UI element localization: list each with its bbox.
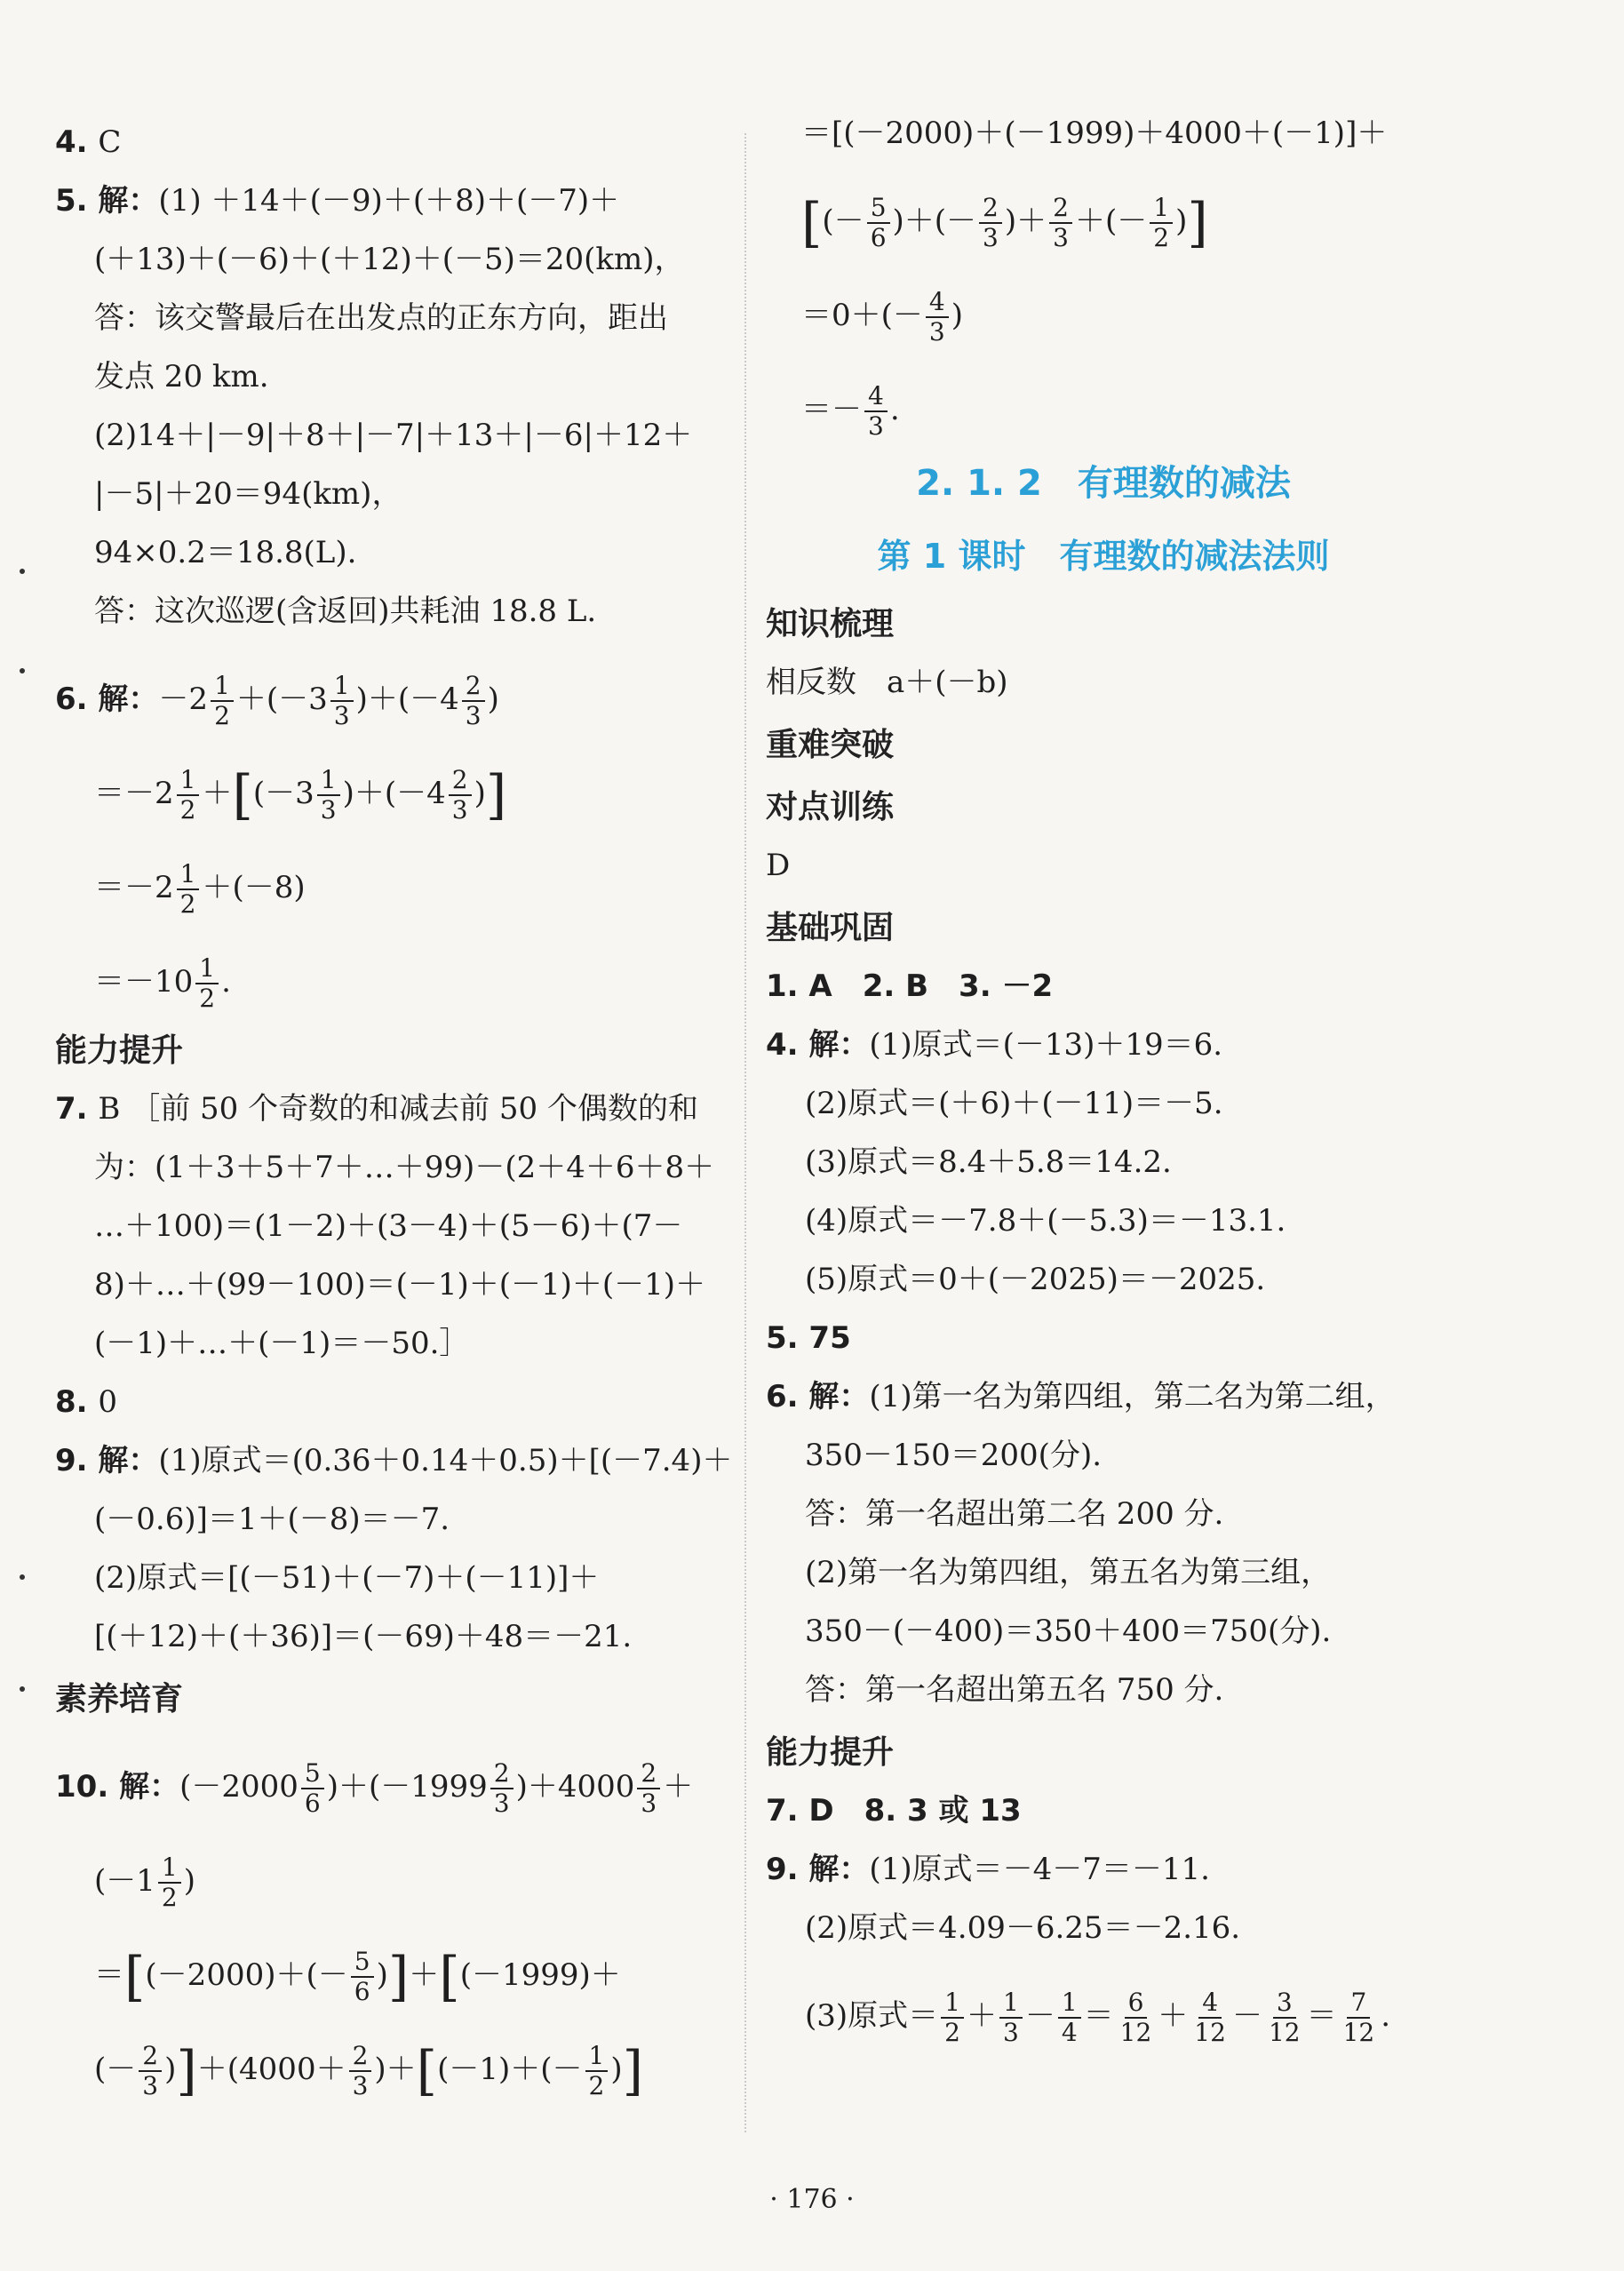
answer-6-line: 答：第一名超出第五名 750 分. — [805, 1672, 1224, 1708]
right-column — [766, 116, 1441, 2063]
section-jichu-gonggu: 基础巩固 — [766, 910, 895, 946]
answer-4-line: (4)原式＝－7.8＋(－5.3)＝－13.1. — [805, 1203, 1286, 1239]
answer-4-line: (5)原式＝0＋(－2025)＝－2025. — [805, 1262, 1266, 1297]
answer-5-line: 答：该交警最后在出发点的正东方向，距出 — [94, 300, 668, 336]
answer-4-line: (2)原式＝(＋6)＋(－11)＝－5. — [805, 1086, 1223, 1121]
answer-4: 4. 解：(1)原式＝(－13)＋19＝6. — [766, 1027, 1223, 1063]
answer-7-line: 为：(1＋3＋5＋7＋…＋99)－(2＋4＋6＋8＋ — [94, 1150, 715, 1185]
answer-6-line: ＝－10 $\frac{1}{2}$ . — [94, 953, 231, 1013]
answer-10-continued: ＝－ $\frac{4}{3}$ . — [801, 381, 900, 441]
left-column — [55, 124, 732, 2116]
answer-5: 5. 75 — [766, 1320, 851, 1356]
answer-7-line: 8)＋…＋(99－100)＝(－1)＋(－1)＋(－1)＋ — [94, 1267, 706, 1303]
answers-7-8: 7. D 8. 3 或 13 — [766, 1793, 1022, 1829]
answer-6-line: ＝－2 $\frac{1}{2}$ ＋[(－3 $\frac{1}{3}$ )＋(－4 $\frac{2}{3}$ )] — [94, 764, 507, 826]
lesson-title: 第 1 课时 有理数的减法法则 — [877, 537, 1330, 576]
answer-10-continued: [(－ $\frac{5}{6}$ )＋(－ $\frac{2}{3}$ )＋ $\frac{2}{3}$ ＋(－ $\frac{1}{2}$ )] — [801, 192, 1208, 254]
answer-5-line: (2)14＋|－9|＋8＋|－7|＋13＋|－6|＋12＋ — [94, 418, 693, 453]
margin-dot — [20, 1686, 25, 1692]
answer-10-continued: ＝[(－2000)＋(－1999)＋4000＋(－1)]＋ — [801, 116, 1388, 151]
answer-4: 4. C — [55, 124, 122, 160]
answers-1-3: 1. A 2. B 3. －2 — [766, 968, 1054, 1004]
answer-5-line: 94×0.2＝18.8(L). — [94, 535, 357, 570]
section-title: 2. 1. 2 有理数的减法 — [916, 463, 1291, 504]
answer-5-line: 发点 20 km. — [94, 359, 269, 394]
answer-10-line: (－ $\frac{2}{3}$ )]＋(4000＋ $\frac{2}{3}$ )＋[(－1)＋(－ $\frac{1}{2}$ )] — [94, 2040, 644, 2102]
answer-6-line: 350－150＝200(分). — [805, 1438, 1103, 1473]
section-duidian-xunlian: 对点训练 — [766, 789, 895, 825]
section-zhishi-shuli: 知识梳理 — [766, 606, 895, 642]
answer-6: 6. 解：(1)第一名为第四组，第二名为第二组， — [766, 1379, 1396, 1414]
section-nengli-tisheng: 能力提升 — [766, 1734, 895, 1771]
duidian-answer: D — [766, 848, 791, 883]
answer-4-line: (3)原式＝8.4＋5.8＝14.2. — [805, 1144, 1172, 1180]
answer-5-line: 答：这次巡逻(含返回)共耗油 18.8 L. — [94, 594, 597, 629]
answer-6-line: 答：第一名超出第二名 200 分. — [805, 1496, 1224, 1532]
answer-9: 9. 解：(1)原式＝(0.36＋0.14＋0.5)＋[(－7.4)＋ — [55, 1443, 733, 1478]
answer-10: 10. 解：(－2000 $\frac{5}{6}$ )＋(－1999 $\frac{2}{3}$ )＋4000 $\frac{2}{3}$ ＋ — [55, 1758, 694, 1818]
answer-6-line: ＝－2 $\frac{1}{2}$ ＋(－8) — [94, 859, 306, 919]
answer-7-line: …＋100)＝(1－2)＋(3－4)＋(5－6)＋(7－ — [94, 1208, 683, 1244]
answer-9-line: [(＋12)＋(＋36)]＝(－69)＋48＝－21. — [94, 1619, 633, 1654]
zhishi-answer: 相反数 a＋(－b) — [766, 665, 1008, 700]
margin-dot — [20, 1574, 25, 1580]
answer-6-line: (2)第一名为第四组，第五名为第三组， — [805, 1555, 1332, 1590]
answer-9-line: (2)原式＝4.09－6.25＝－2.16. — [805, 1910, 1241, 1946]
column-divider — [744, 133, 746, 2132]
answer-5-line: (＋13)＋(－6)＋(＋12)＋(－5)＝20(km)， — [94, 242, 685, 277]
margin-dot — [20, 569, 25, 574]
answer-9: 9. 解：(1)原式＝－4－7＝－11. — [766, 1852, 1210, 1887]
section-suyang-peiyu: 素养培育 — [55, 1681, 184, 1717]
answer-5: 5. 解：(1) ＋14＋(－9)＋(＋8)＋(－7)＋ — [55, 183, 620, 219]
answer-6: 6. 解：－2 $\frac{1}{2}$ ＋(－3 $\frac{1}{3}$ )＋(－4 $\frac{2}{3}$ ) — [55, 671, 499, 730]
answer-9-line: (2)原式＝[(－51)＋(－7)＋(－11)]＋ — [94, 1560, 600, 1596]
answer-5-line: |－5|＋20＝94(km)， — [94, 476, 402, 512]
answer-10-continued: ＝0＋(－ $\frac{4}{3}$ ) — [801, 287, 963, 347]
section-nengli-tisheng: 能力提升 — [55, 1032, 184, 1069]
answer-9-line: (－0.6)]＝1＋(－8)＝－7. — [94, 1502, 450, 1537]
answer-7-line: (－1)＋…＋(－1)＝－50.］ — [94, 1326, 470, 1361]
section-zhongnan-tupo: 重难突破 — [766, 727, 895, 763]
answer-6-line: 350－(－400)＝350＋400＝750(分). — [805, 1614, 1332, 1649]
answer-10-line: (－1 $\frac{1}{2}$ ) — [94, 1853, 195, 1912]
answer-8: 8. 0 — [55, 1384, 118, 1420]
answer-10-line: ＝[(－2000)＋(－ $\frac{5}{6}$ )]＋[(－1999)＋ — [94, 1946, 621, 2008]
page-number: · 176 · — [769, 2184, 855, 2215]
answer-9-line: (3)原式＝ $\frac{1}{2}$ ＋ $\frac{1}{3}$ － $\frac{1}{4}$ ＝ $\frac{6}{12}$ ＋ $\frac{4}{12}$ － $\frac{3}{12}$ ＝ $\frac{7}{12}$ . — [805, 1988, 1391, 2047]
answer-7: 7. B ［前 50 个奇数的和减去前 50 个偶数的和 — [55, 1091, 698, 1127]
margin-dot — [20, 668, 25, 673]
